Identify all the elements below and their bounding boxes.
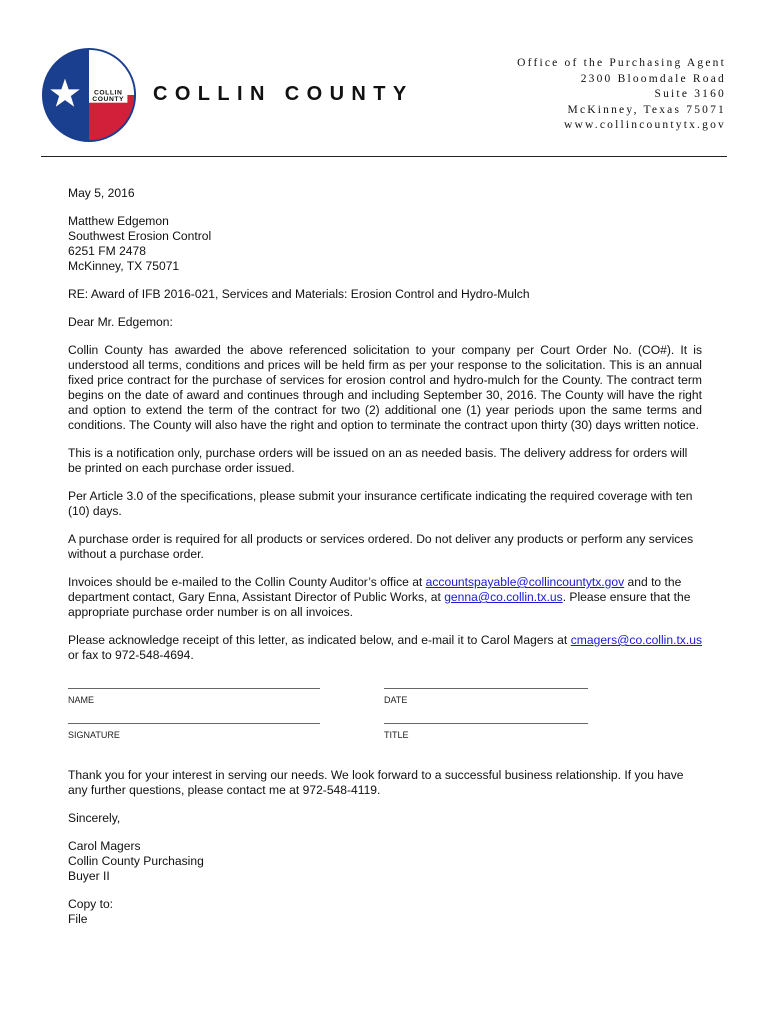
letter-date: May 5, 2016 (68, 186, 135, 200)
header-divider (41, 156, 727, 157)
sender-department: Collin County Purchasing (68, 854, 204, 868)
salutation: Dear Mr. Edgemon: (68, 315, 173, 329)
date-line (384, 688, 588, 689)
logo-text-line2: COUNTY (92, 96, 125, 104)
paragraph-notification: This is a notification only, purchase orders will be issued on an as needed basis. The delivery address for orders will be printed on each purchase order issued. (68, 446, 688, 475)
recipient-company: Southwest Erosion Control (68, 229, 212, 243)
title-label: TITLE (384, 730, 409, 740)
office-address (517, 56, 726, 134)
office-line: Office of the Purchasing Agent (517, 57, 726, 69)
signature-field (68, 723, 320, 743)
date-label: DATE (384, 695, 408, 705)
name-field (68, 688, 320, 708)
copy-to-label: Copy to: (68, 897, 114, 911)
accountspayable-email-link[interactable]: accountspayable@collincountytx.gov (425, 575, 625, 589)
paragraph-invoices (68, 575, 702, 620)
name-label: NAME (68, 695, 95, 705)
title-line (384, 723, 588, 724)
recipient-street: 6251 FM 2478 (68, 244, 146, 258)
acknowledgement-fields (68, 676, 702, 754)
logo-text-line1: COLLIN (93, 89, 123, 97)
paragraph-insurance: Per Article 3.0 of the specifications, please submit your insurance certificate indicating the required coverage with ten (10) days. (68, 489, 693, 518)
cmagers-email-link[interactable]: cmagers@co.collin.tx.us (570, 633, 702, 647)
date-field (384, 688, 588, 708)
office-line: McKinney, Texas 75071 (567, 103, 726, 116)
recipient-city: McKinney, TX 75071 (68, 259, 180, 273)
genna-email-link[interactable]: genna@co.collin.tx.us (444, 590, 563, 604)
invoices-text-3: . Please ensure that the appropriate purchase order number is on all invoices. (68, 590, 691, 619)
acknowledge-text-2: or fax to 972-548-4694. (68, 648, 194, 662)
paragraph-thanks: Thank you for your interest in serving our needs. We look forward to a successful business relationship. If you have any further questions, please contact me at 972-548-4119. (68, 768, 684, 797)
recipient-name: Matthew Edgemon (68, 214, 169, 228)
office-line: Suite 3160 (654, 88, 726, 101)
paragraph-acknowledge (68, 633, 702, 663)
paragraph-award: Collin County has awarded the above referenced solicitation to your company per Court Order No. (CO#). It is understood all terms, conditions and prices will be held firm as per your response to the solicitation. This is an annual fixed price contract for the purchase of services for erosion control and hydro-mulch for the County. The contract term begins on the date of award and continues through and including September 30, 2016. The County will have the right and option to extend the term of the contract for two (2) additional one (1) year periods upon the same terms and conditions. The County will also have the right and option to terminate the contract upon thirty (30) days written notice. (68, 343, 702, 432)
sender-name: Carol Magers (68, 839, 141, 853)
sender-block (68, 839, 702, 884)
collin-county-logo (41, 47, 137, 143)
org-name: COLLIN COUNTY (153, 83, 414, 105)
copy-to-value: File (68, 912, 88, 926)
copy-to-block (68, 897, 702, 927)
office-line: 2300 Bloomdale Road (580, 72, 726, 85)
subject-line: RE: Award of IFB 2016-021, Services and Materials: Erosion Control and Hydro-Mulch (68, 287, 530, 301)
title-field (384, 723, 588, 743)
office-website: www.collincountytx.gov (563, 119, 726, 132)
sender-title: Buyer II (68, 869, 110, 883)
name-line (68, 688, 320, 689)
letter-body (68, 186, 702, 940)
invoices-text-2: and to the department contact, Gary Enna, Assistant Director of Public Works, at (68, 575, 682, 604)
signature-line (68, 723, 320, 724)
signature-label: SIGNATURE (68, 730, 120, 740)
recipient-address (68, 214, 702, 274)
closing: Sincerely, (68, 811, 121, 825)
paragraph-purchase-order: A purchase order is required for all products or services ordered. Do not deliver any products or perform any services without a purchase order. (68, 532, 694, 561)
acknowledge-text-1: Please acknowledge receipt of this letter, as indicated below, and e-mail it to Carol Magers at (68, 633, 571, 647)
invoices-text-1: Invoices should be e-mailed to the Collin County Auditor’s office at (68, 575, 426, 589)
